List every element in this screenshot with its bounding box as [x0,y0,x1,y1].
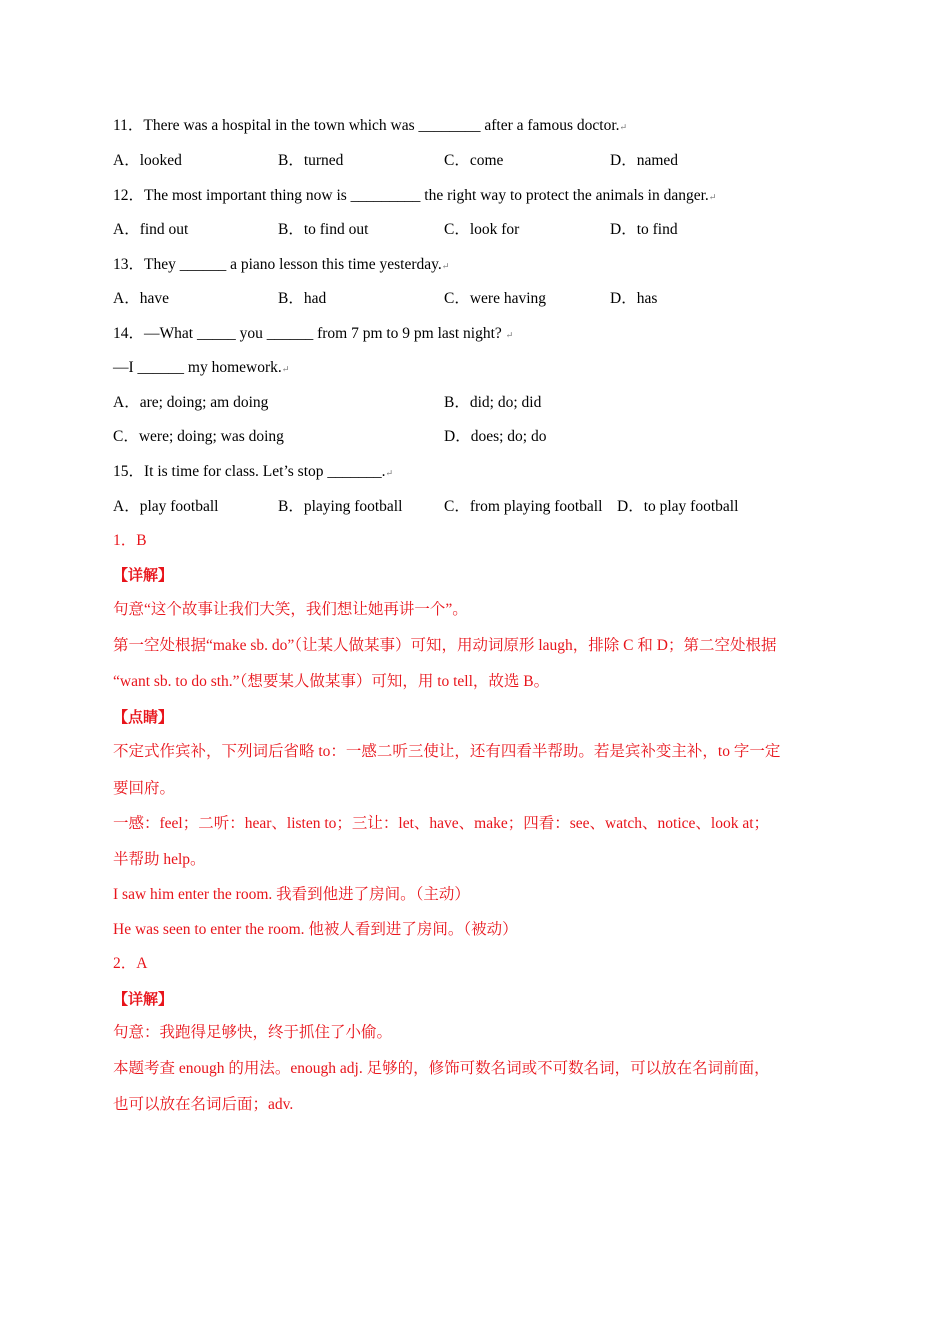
question-13-option-b: B．had [278,290,327,307]
question-13-option-a: A．have [113,290,169,307]
question-14-stem-reply: —I ______ my homework.↵ [113,359,290,376]
question-14-option-a: A．are; doing; am doing [113,394,269,411]
answer-1-example-2: He was seen to enter the room. 他被人看到进了房间。（被动） [113,921,518,938]
answer-1-tip-4: 半帮助 help。 [113,851,206,868]
answer-1-tip-3: 一感：feel；二听：hear、listen to；三让：let、have、make；四看：see、watch、notice、look at； [113,815,770,832]
question-13-stem: 13．They ______ a piano lesson this time yesterday.↵ [113,256,450,273]
question-15-option-d: D．to play football [617,498,739,515]
question-15-option-c: C．from playing football [444,498,603,515]
answer-1-meaning: 句意“这个故事让我们大笑，我们想让她再讲一个”。 [113,601,468,618]
answer-1-tip-label: 【点睛】 [113,708,174,726]
answer-1: 1．B [113,532,147,549]
question-12-stem: 12．The most important thing now is _________ the right way to protect the animals in danger.↵ [113,187,717,204]
question-12-option-b: B．to find out [278,221,369,238]
question-15-option-a: A．play football [113,498,219,515]
answer-2-explain-2: 也可以放在名词后面；adv. [113,1096,294,1113]
answer-2-explain-1: 本题考查 enough 的用法。enough adj. 足够的，修饰可数名词或不可数名词，可以放在名词前面， [113,1060,770,1077]
question-14-option-b: B．did; do; did [444,394,542,411]
question-11-option-b: B．turned [278,152,344,169]
question-11-option-c: C．come [444,152,504,169]
question-11-stem: 11．There was a hospital in the town which was ________ after a famous doctor.↵ [113,117,628,134]
answer-2-meaning: 句意：我跑得足够快，终于抓住了小偷。 [113,1024,393,1041]
answer-1-explain-2: “want sb. to do sth.”（想要某人做某事）可知，用 to tell，故选 B。 [113,673,550,690]
question-12-option-c: C．look for [444,221,520,238]
question-14-option-d: D．does; do; do [444,428,547,445]
question-13-option-d: D．has [610,290,658,307]
answer-1-tip-2: 要回府。 [113,780,176,797]
question-12-option-a: A．find out [113,221,189,238]
question-14-stem: 14．—What _____ you ______ from 7 pm to 9 pm last night? ↵ [113,325,514,342]
answer-1-detail-label: 【详解】 [113,566,174,584]
answer-2: 2．A [113,955,148,972]
question-15-stem: 15．It is time for class. Let’s stop _______.↵ [113,463,394,480]
answer-1-example-1: I saw him enter the room. 我看到他进了房间。（主动） [113,886,470,903]
question-14-option-c: C．were; doing; was doing [113,428,284,445]
question-12-option-d: D．to find [610,221,678,238]
question-13-option-c: C．were having [444,290,547,307]
answer-1-tip-1: 不定式作宾补，下列词后省略 to：一感二听三使让，还有四看半帮助。若是宾补变主补，to 字一定 [113,743,781,760]
question-11-option-d: D．named [610,152,679,169]
question-15-option-b: B．playing football [278,498,403,515]
question-11-option-a: A．looked [113,152,182,169]
answer-1-explain-1: 第一空处根据“make sb. do”（让某人做某事）可知，用动词原形 laugh，排除 C 和 D；第二空处根据 [113,637,777,654]
answer-2-detail-label: 【详解】 [113,990,174,1008]
